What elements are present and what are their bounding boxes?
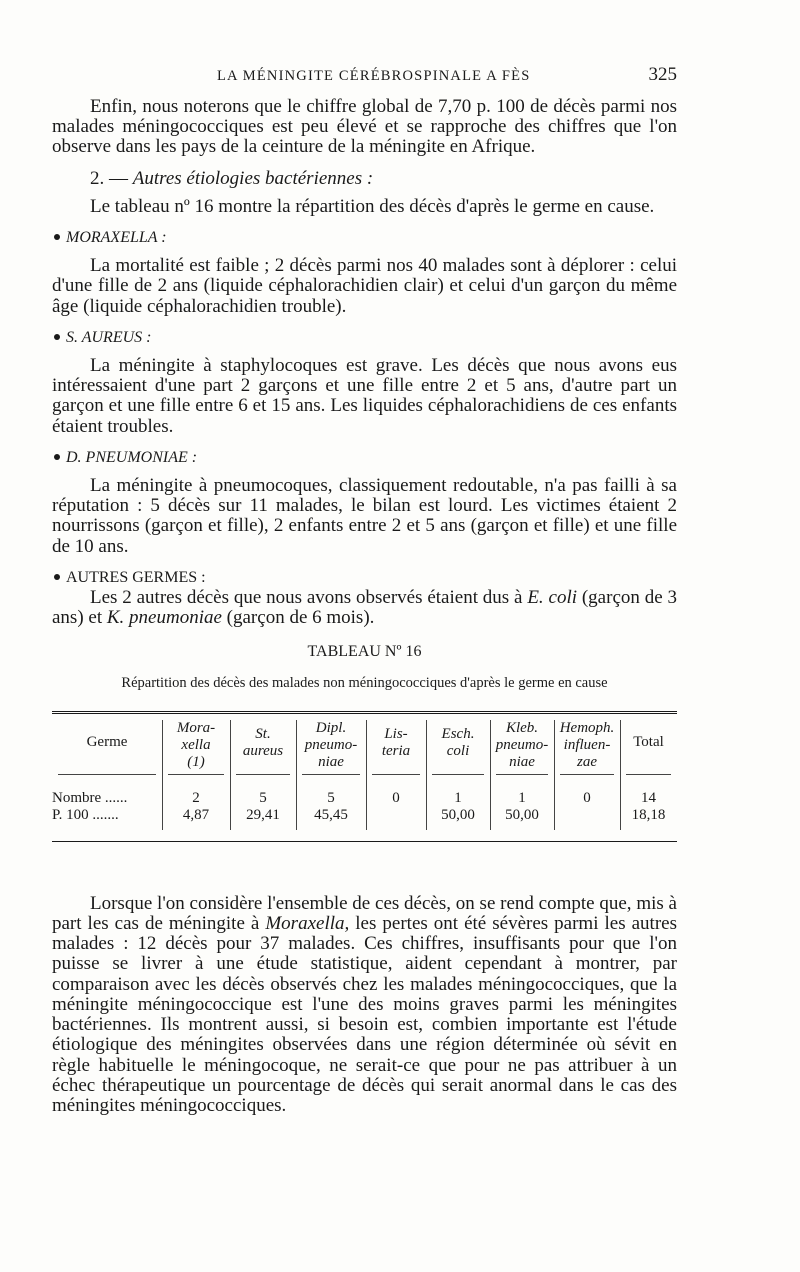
table-header-line: Mora- — [176, 719, 216, 736]
table-cell: 18,18 — [631, 806, 666, 823]
table-header-rule — [496, 774, 548, 775]
bullet-moraxella — [52, 228, 677, 248]
bullet-dot-icon — [54, 234, 60, 240]
paragraph-moraxella: La mortalité est faible ; 2 décès parmi nos 40 malades sont à déplorer : celui d'une fille de 2 ans (liquide céphalorachidien clair) et celui d'un garçon du même âge (liquide céphalorachidien trouble). — [52, 255, 677, 317]
bullet-dot-icon — [54, 334, 60, 340]
section-title: Autres étiologies bactériennes : — [132, 167, 374, 189]
table-header-line: St. — [255, 725, 271, 742]
table-header-line: niae — [318, 753, 344, 770]
table-header-rule — [236, 774, 290, 775]
table-header-line: zae — [577, 753, 597, 770]
paragraph-2: Le tableau nº 16 montre la répartition des décès d'après le germe en cause. — [90, 195, 655, 217]
table-caption: Répartition des décès des malades non méningococciques d'après le germe en cause — [121, 674, 608, 691]
table-header-rule — [372, 774, 420, 775]
table-header-line: Dipl. — [315, 719, 347, 736]
table-header-line: Hemoph. — [559, 719, 615, 736]
table-header-rule — [58, 774, 156, 775]
table-header-line: (1) — [187, 753, 205, 770]
text-run: (garçon de 3 ans) et — [52, 587, 677, 629]
table-header-line: Germe — [86, 733, 128, 750]
table-header-line: Total — [633, 733, 664, 750]
bullet-label: S. AUREUS : — [66, 328, 152, 346]
running-header — [52, 64, 677, 92]
table-header-line: aureus — [242, 742, 284, 759]
table-header-rule — [560, 774, 614, 775]
table-header-rule — [168, 774, 224, 775]
table-header-line: Lis- — [384, 725, 408, 742]
table-column-header — [230, 726, 296, 760]
table-title: TABLEAU Nº 16 — [307, 643, 422, 661]
table-header-line: teria — [381, 742, 411, 759]
table-cell: 0 — [392, 789, 400, 806]
paragraph-1: Enfin, nous noterons que le chiffre global de 7,70 p. 100 de décès parmi nos malades méningococciques est peu élevé et se rapproche des chiffres que l'on observe dans les pays de la ceinture de la méningite en Afrique. — [52, 96, 677, 158]
text-run: Lorsque l'on considère l'ensemble de ces décès, on se rend compte que, mis à part les cas de méningite à — [52, 892, 677, 935]
table-column-header — [296, 720, 366, 771]
table-column-header — [490, 720, 554, 771]
table-cell: 2 — [192, 789, 200, 806]
table-row-label: Nombre ...... — [52, 789, 128, 806]
section-number: 2. — — [90, 167, 128, 189]
table-header-line: pneumo- — [304, 736, 358, 753]
table-header-line: coli — [446, 742, 470, 759]
running-title: LA MÉNINGITE CÉRÉBROSPINALE A FÈS — [217, 68, 531, 84]
table-header-line: pneumo- — [495, 736, 549, 753]
table-header-line: xella — [181, 736, 211, 753]
bullet-label: D. PNEUMONIAE : — [66, 448, 198, 466]
section-heading — [52, 169, 677, 189]
table-column-header — [620, 734, 677, 751]
table-header-line: Kleb. — [505, 719, 539, 736]
text-run: K. pneumoniae — [106, 607, 222, 629]
table-cell: 29,41 — [246, 806, 280, 823]
table-cell: 1 — [518, 789, 526, 806]
paragraph-d-pneumoniae: La méningite à pneumocoques, classiquement redoutable, n'a pas failli à sa réputation : 5 décès sur 11 malades, le bilan est lourd. Les victimes étaient 2 nourrissons (garçon et fille), 2 enfants entre 2 et 5 ans (garçon et fille) et une fille de 10 ans. — [52, 475, 677, 557]
table-column-header — [162, 720, 230, 771]
text-run: Les 2 autres décès que nous avons observés étaient dus à — [90, 587, 528, 609]
table-cell: 14 — [641, 789, 656, 806]
bullet-autres-germes — [52, 568, 677, 588]
table-cell: 1 — [454, 789, 462, 806]
bullet-dot-icon — [54, 574, 60, 580]
bullet-s-aureus — [52, 328, 677, 348]
table-header-line: Esch. — [441, 725, 475, 742]
paragraph-s-aureus: La méningite à staphylocoques est grave. Les décès que nous avons eus intéressaient d'une part 2 garçons et une fille entre 2 et 5 ans, d'autre part un garçon et une fille entre 6 et 15 ans. Les liquides céphalorachidiens de ces enfants étaient troubles. — [52, 355, 677, 437]
text-run: E. coli — [527, 587, 578, 609]
table-cell: 50,00 — [441, 806, 475, 823]
table-cell: 45,45 — [314, 806, 348, 823]
table-cell: 4,87 — [182, 806, 210, 823]
bullet-d-pneumoniae — [52, 448, 677, 468]
data-table — [52, 711, 677, 842]
table-column-header — [554, 720, 620, 771]
bullet-label: AUTRES GERMES : — [66, 568, 206, 586]
table-cell: 50,00 — [505, 806, 539, 823]
bullet-label: MORAXELLA : — [66, 229, 167, 247]
paragraph-conclusion — [52, 894, 677, 1116]
page-number: 325 — [648, 64, 677, 85]
table-cell: 5 — [327, 789, 335, 806]
table-column-header — [366, 726, 426, 760]
body-text — [52, 97, 677, 1116]
paragraph-autres-germes — [52, 588, 677, 628]
table-header-line: niae — [509, 753, 535, 770]
table-row-label: P. 100 ....... — [52, 806, 119, 823]
table-header-rule — [302, 774, 360, 775]
table-cell: 0 — [583, 789, 591, 806]
text-run: Moraxella, — [265, 913, 350, 935]
table-header-line: influen- — [563, 736, 611, 753]
text-run: (garçon de 6 mois). — [221, 607, 375, 629]
table-cell: 5 — [259, 789, 267, 806]
text-run: les pertes ont été sévères parmi les autres malades : 12 décès pour 37 malades. Ces chiffres, insuffisants pour que l'on puisse se livrer à une étude statistique, aident cependant à montrer, par comparaison avec les décès observés chez les malades méningococciques, que la méningite méningococcique est l'une des moins graves parmi les méningites bactériennes. Ils montrent aussi, si besoin est, combien importante est l'étude étiologique des méningites observées dans une région déterminée où sévit en règle habituelle le méningocoque, ne serait-ce que pour ne pas attribuer à un échec thérapeutique un pourcentage de décès qui serait anormal dans le cas des méningites méningococciques. — [52, 913, 677, 1116]
table-bottom-rule — [52, 841, 677, 842]
bullet-dot-icon — [54, 454, 60, 460]
table-column-header — [52, 734, 162, 751]
table-header-rule — [432, 774, 484, 775]
table-header-rule — [626, 774, 671, 775]
table-column-header — [426, 726, 490, 760]
